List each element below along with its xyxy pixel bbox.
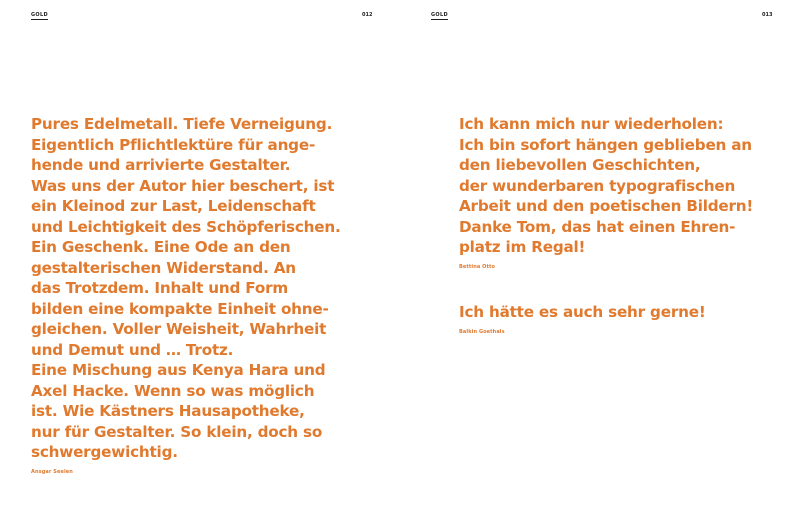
section-label: GOLD	[431, 12, 448, 18]
quote-line: hende und arrivierte Gestalter.	[31, 156, 291, 174]
quote-line: Pures Edelmetall. Tiefe Verneigung.	[31, 115, 333, 133]
quote-author: Bettina Otto	[459, 264, 496, 270]
quote-line: Arbeit und den poetischen Bildern!	[459, 197, 754, 215]
quote-line: Ich kann mich nur wiederholen:	[459, 115, 724, 133]
quote-line: Ich bin sofort hängen geblieben an	[459, 135, 752, 154]
section-label: GOLD	[31, 12, 48, 18]
quote-line: ein Kleinod zur Last, Leidenschaft	[31, 197, 316, 215]
testimonial-quote	[459, 114, 753, 258]
testimonial-quote	[459, 302, 706, 323]
quote-line: bilden eine kompakte Einheit ohne-	[31, 299, 329, 318]
quote-line: Eigentlich Pflichtlektüre für ange-	[31, 135, 316, 154]
testimonial-quote	[31, 114, 341, 463]
quote-line: das Trotzdem. Inhalt und Form	[31, 279, 288, 297]
quote-line: Eine Mischung aus Kenya Hara und	[31, 361, 326, 379]
quote-line: Was uns der Autor hier beschert, ist	[31, 176, 335, 195]
quote-line: Ein Geschenk. Eine Ode an den	[31, 238, 291, 256]
quote-line: Ich hätte es auch sehr gerne!	[459, 303, 706, 321]
quote-author: Ansgar Seelen	[31, 469, 73, 475]
quote-author: Balkin Goethals	[459, 329, 505, 335]
quote-line: nur für Gestalter. So klein, doch so	[31, 422, 323, 441]
quote-line: platz im Regal!	[459, 238, 586, 256]
quote-line: ist. Wie Kästners Hausapotheke,	[31, 402, 305, 420]
quote-line: der wunderbaren typografischen	[459, 176, 736, 195]
page-number: 013	[762, 12, 773, 18]
page-number: 012	[362, 12, 373, 18]
quote-line: und Leichtigkeit des Schöpferischen.	[31, 217, 341, 236]
quote-line: schwergewichtig.	[31, 443, 178, 461]
quote-line: gleichen. Voller Weisheit, Wahrheit	[31, 320, 327, 338]
quote-line: und Demut und … Trotz.	[31, 340, 234, 359]
quote-line: Danke Tom, das hat einen Ehren-	[459, 217, 736, 236]
quote-line: Axel Hacke. Wenn so was möglich	[31, 381, 315, 400]
quote-line: gestalterischen Widerstand. An	[31, 258, 296, 277]
quote-line: den liebevollen Geschichten,	[459, 156, 701, 174]
right-page	[400, 0, 800, 520]
